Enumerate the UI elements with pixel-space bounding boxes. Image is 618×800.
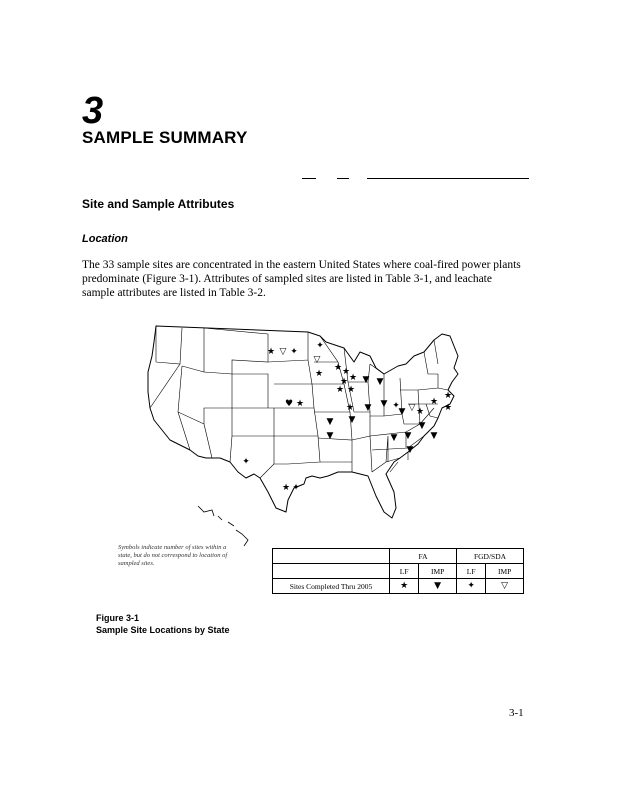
site-symbol-mo-2: ▼	[326, 431, 334, 441]
legend-group-fgd: FGD/SDA	[457, 549, 524, 564]
site-symbol-il-1: ★	[345, 403, 355, 413]
chapter-number: 3	[82, 90, 104, 132]
section-heading: Site and Sample Attributes	[82, 197, 235, 211]
state-lines-central	[312, 336, 372, 472]
figure-caption	[96, 612, 230, 636]
site-symbol-mn-3: ★	[314, 369, 324, 379]
legend-col-fa-imp: IMP	[419, 564, 457, 579]
legend-table	[272, 548, 524, 594]
body-paragraph: The 33 sample sites are concentrated in the eastern United States where coal-fired power plants predominate (Figure 3-1). Attributes of sampled sites are listed in Table 3-1, and leachate sample attributes are listed in Table 3-2.	[82, 259, 521, 299]
site-symbol-oh-3: ▼	[398, 407, 406, 417]
site-symbol-nc-1: ▼	[406, 445, 414, 455]
map-footnote: Symbols indicate number of sites within a state, but do not correspond to location of sampled sites.	[118, 544, 228, 567]
site-symbol-va-2: ▼	[430, 431, 438, 441]
site-symbol-wi-6: ★	[346, 385, 356, 395]
site-symbol-mn-2: ▽	[313, 355, 321, 365]
header-rule-1	[302, 178, 316, 179]
legend-symbol-triangle: ▼	[419, 579, 457, 594]
site-symbol-va-1: ▼	[418, 421, 426, 431]
legend-col-fa-lf: LF	[390, 564, 419, 579]
site-symbol-ne-2: ★	[295, 399, 305, 409]
site-symbol-md-2: ★	[429, 397, 439, 407]
site-symbol-tx-2: ✦	[292, 483, 300, 493]
site-symbol-wi-3: ★	[339, 377, 349, 387]
site-symbol-md-3: ★	[443, 391, 453, 401]
legend-symbol-cross: ✦	[457, 579, 486, 594]
site-symbol-il-2: ▼	[348, 415, 356, 425]
site-symbol-nd-2: ▽	[279, 347, 287, 357]
site-symbol-in-1: ▼	[364, 403, 372, 413]
site-symbol-wi-5: ★	[335, 385, 345, 395]
sub-heading: Location	[82, 233, 128, 245]
legend-column-row	[273, 564, 524, 579]
site-symbol-mo-1: ▼	[326, 417, 334, 427]
site-symbol-nm-1: ✦	[242, 457, 250, 467]
site-symbol-tx-1: ★	[281, 483, 291, 493]
site-symbol-nd-3: ✦	[290, 347, 298, 357]
us-outline	[148, 326, 458, 518]
site-symbol-mi-1: ▼	[362, 375, 370, 385]
legend-col-fgd-lf: LF	[457, 564, 486, 579]
legend-symbol-star: ★	[390, 579, 419, 594]
figure-title: Sample Site Locations by State	[96, 625, 230, 635]
site-symbol-wi-1: ★	[333, 363, 343, 373]
site-symbol-nd-1: ★	[266, 347, 276, 357]
site-symbol-ne-1: ♥	[284, 399, 294, 409]
legend-row-label: Sites Completed Thru 2005	[273, 579, 390, 594]
legend-symbol-open-triangle: ▽	[486, 579, 524, 594]
site-symbol-md-4: ★	[443, 403, 453, 413]
state-lines-west	[150, 326, 232, 458]
page-number: 3-1	[509, 707, 524, 719]
legend-group-fa: FA	[390, 549, 457, 564]
legend-group-row	[273, 549, 524, 564]
site-symbol-mi-2: ▼	[376, 377, 384, 387]
site-symbol-mn-1: ✦	[316, 341, 324, 351]
header-rule-3	[367, 178, 529, 179]
chapter-title: SAMPLE SUMMARY	[82, 128, 248, 147]
site-symbol-md-1: ★	[415, 407, 425, 417]
site-symbols	[242, 341, 452, 493]
figure-label: Figure 3-1	[96, 613, 140, 623]
site-symbol-wi-4: ★	[348, 373, 358, 383]
site-symbol-va-3: ▼	[404, 431, 412, 441]
site-symbol-oh-2: ✦	[392, 401, 400, 411]
site-symbol-ky-1: ▼	[390, 433, 398, 443]
legend-data-row	[273, 579, 524, 594]
alaska-hawaii	[198, 506, 248, 546]
site-symbol-oh-1: ▼	[380, 399, 388, 409]
site-symbol-wi-2: ★	[341, 367, 351, 377]
legend-col-fgd-imp: IMP	[486, 564, 524, 579]
header-rule-2	[337, 178, 349, 179]
site-symbol-pa-1: ▽	[408, 403, 416, 413]
